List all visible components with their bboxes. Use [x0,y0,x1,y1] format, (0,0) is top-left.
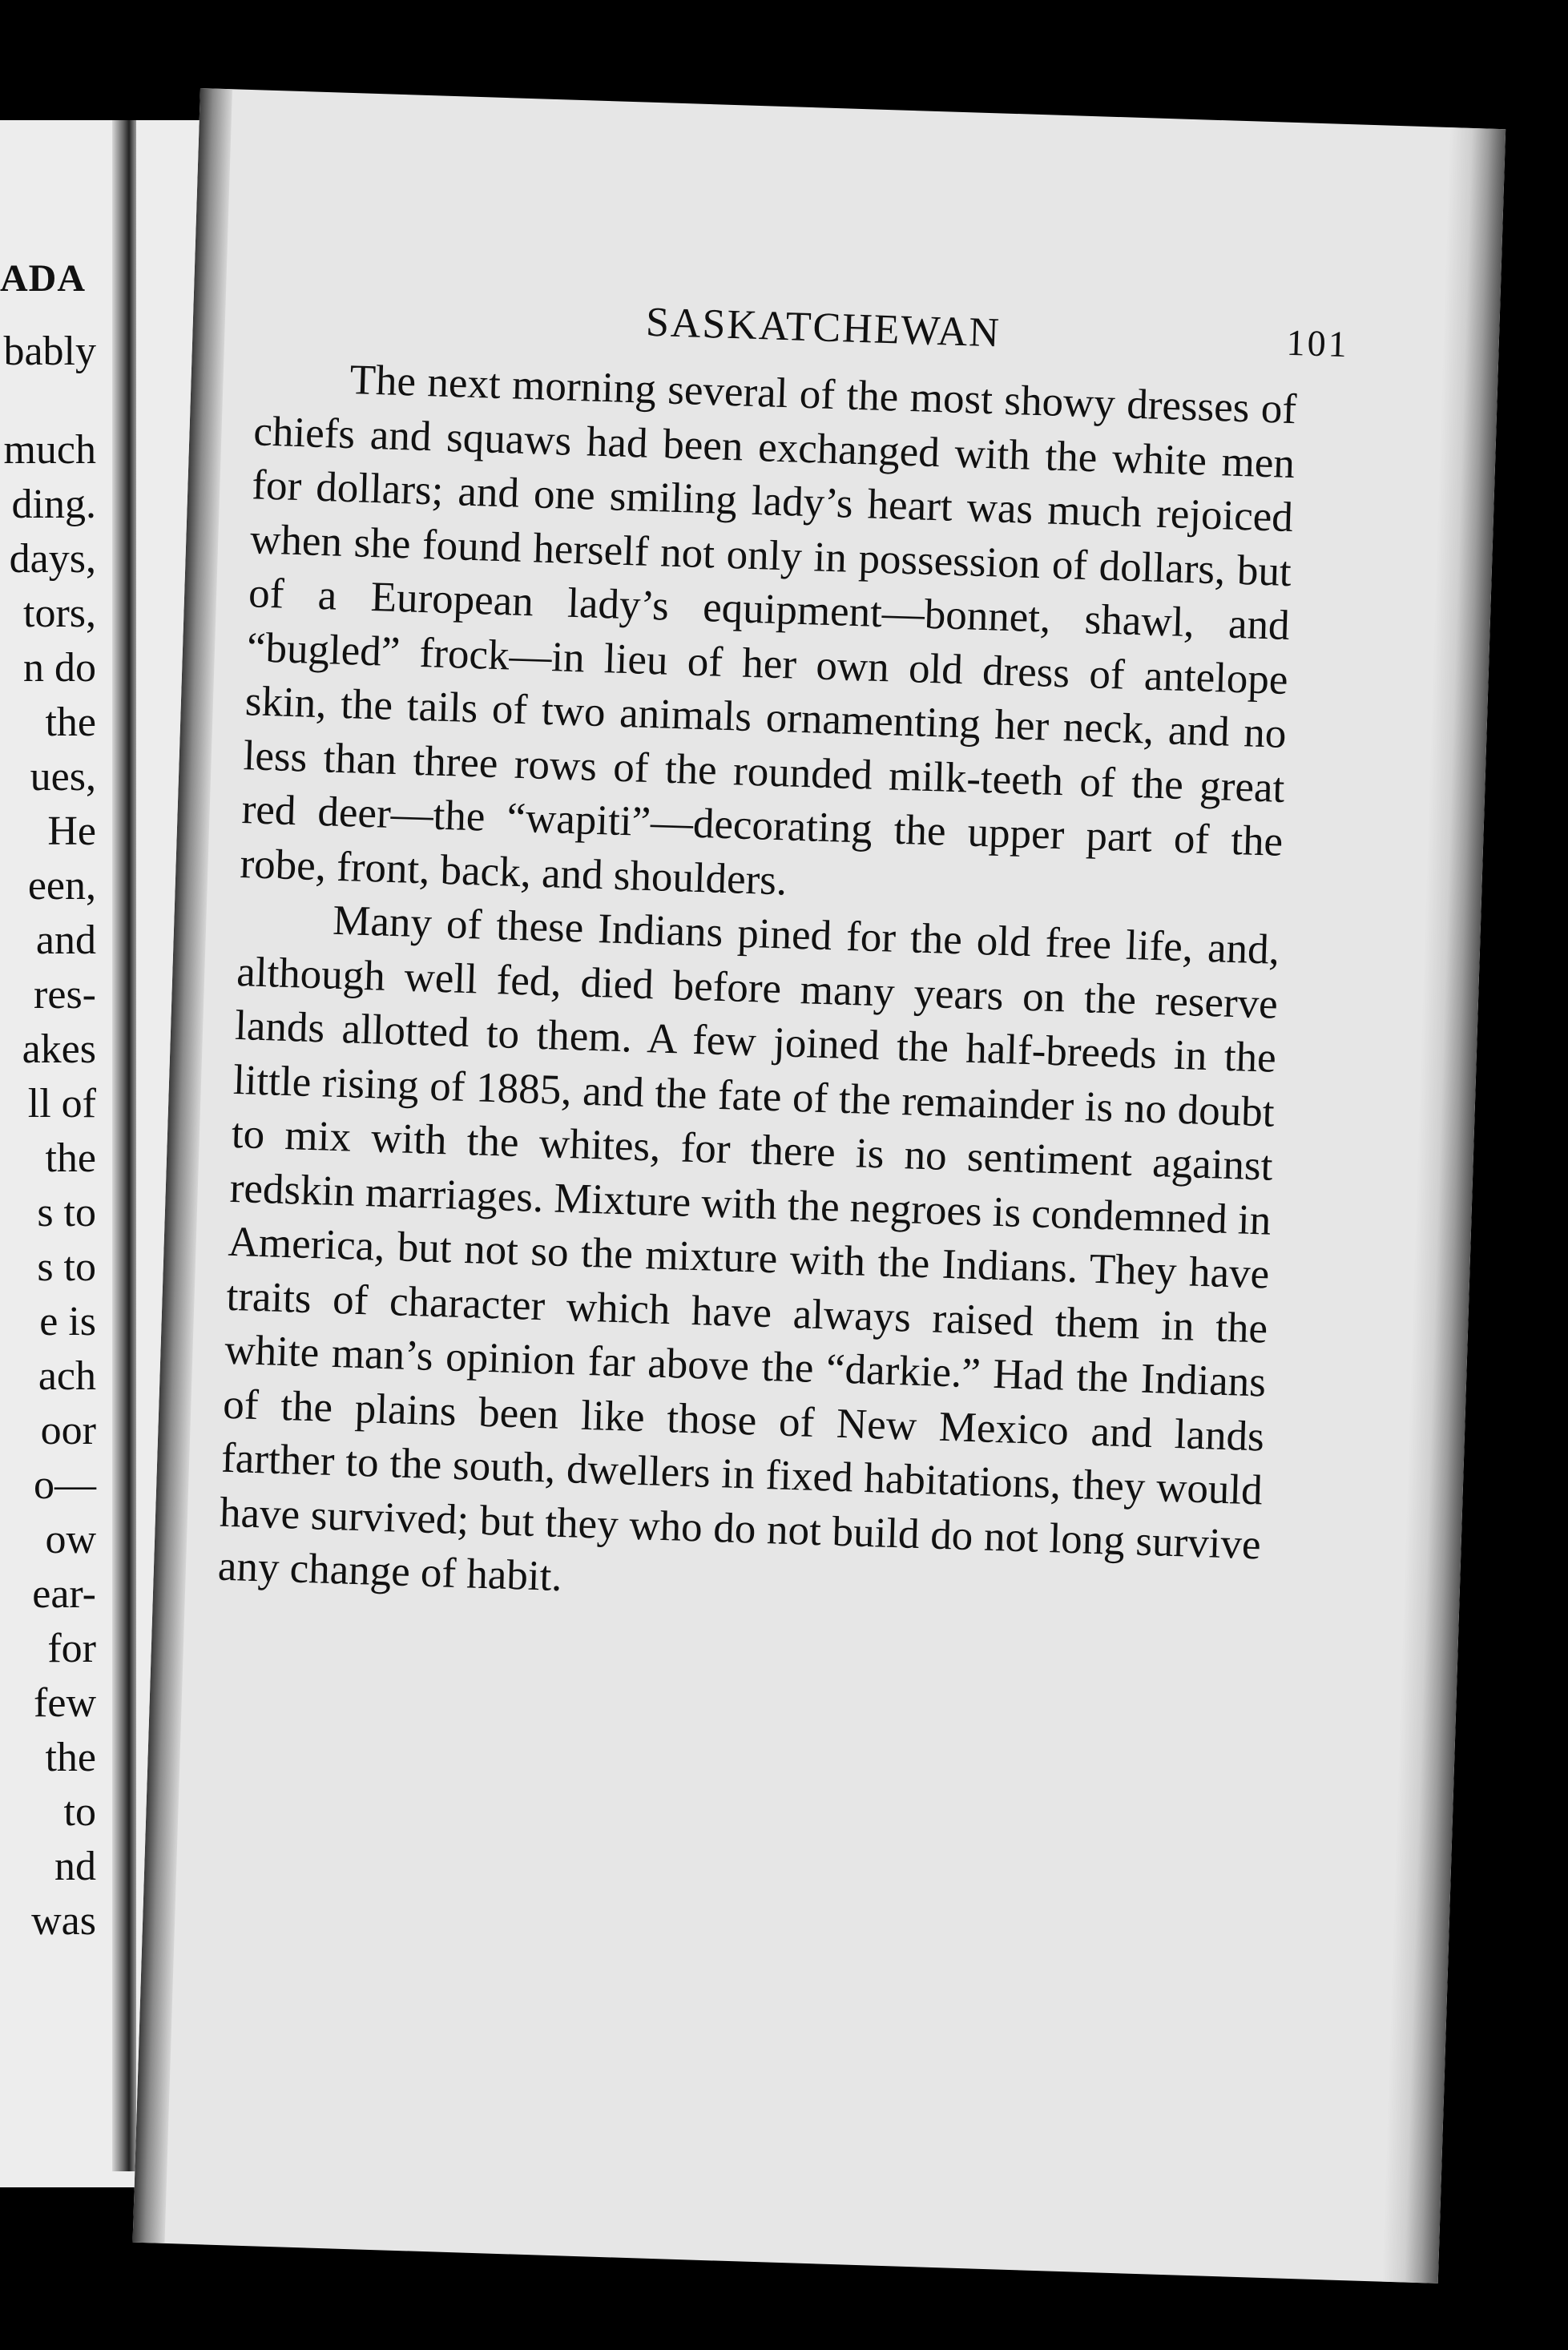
line-fragment: the [45,1735,96,1780]
line-fragment: few [34,1680,96,1726]
line-fragment: ow [45,1517,96,1562]
line-fragment: s to [37,1244,96,1290]
line-fragment: nd [54,1844,96,1889]
line-fragment: the [45,699,96,745]
line-fragment: ear- [32,1571,96,1617]
book-gutter [112,120,136,2171]
paragraph: The next morning several of the most showy dresses of chiefs and squaws had been exchanged with the white men for dollars; and one smiling lady’s heart was much rejoiced when she found herself not only in possession of dollars, but of a European lady’s equipment—bonnet, shawl, and “bugled” frock—in lieu of her own old dress of antelope skin, the tails of two animals ornamenting her neck, and no less than three rows of the rounded milk-teeth of the great red deer—the “wapiti”—decorating the upper part of the robe, front, back, and shoulders. [239,357,1297,904]
page-edge [1382,127,1506,2283]
line-fragment: e is [39,1299,96,1344]
line-fragment: days, [9,536,96,582]
line-fragment: o— [34,1462,96,1508]
line-fragment: to [63,1789,96,1835]
line-fragment: ach [38,1353,96,1399]
line-fragment: akes [22,1026,96,1072]
page-number: 101 [1285,321,1350,365]
line-fragment: ll of [27,1081,96,1127]
line-fragment: tors, [23,591,96,636]
line-fragment: much [3,427,96,473]
line-fragment: s to [37,1190,96,1235]
book-page [133,88,1506,2283]
line-fragment: the [45,1135,96,1181]
body-text [217,350,1297,1626]
previous-page-header-fragment: ADA [0,257,86,300]
running-head: SASKATCHEWAN [645,299,1002,357]
line-fragment: He [47,808,96,854]
line-fragment: res- [34,972,96,1018]
line-fragment: ues, [30,754,96,800]
line-fragment: n do [23,645,96,691]
line-fragment: for [47,1626,96,1671]
line-fragment: ding. [11,482,96,527]
line-fragment: and [35,917,96,963]
previous-page-text-fragments [0,324,96,1949]
line-fragment: was [31,1898,96,1944]
paragraph: Many of these Indians pined for the old free life, and, although well fed, died before many years on the reserve lands allotted to them. A few joined the half-breeds in the little rising of 1885, and the fate of the remainder is no doubt to mix with the whites, for there is no sentiment against redskin marriages. Mixture with the negroes is condemned in America, but not so the mixture with the Indians. They have traits of character which have always raised them in the white man’s opinion far above the “darkie.” Had the Indians of the plains been like those of New Mexico and lands farther to the south, dwellers in fixed habitations, they would have survived; but they who do not build do not long survive any change of habit. [217,897,1280,1601]
line-fragment: oor [40,1408,96,1453]
line-fragment: bably [3,329,96,374]
line-fragment: een, [27,863,96,909]
